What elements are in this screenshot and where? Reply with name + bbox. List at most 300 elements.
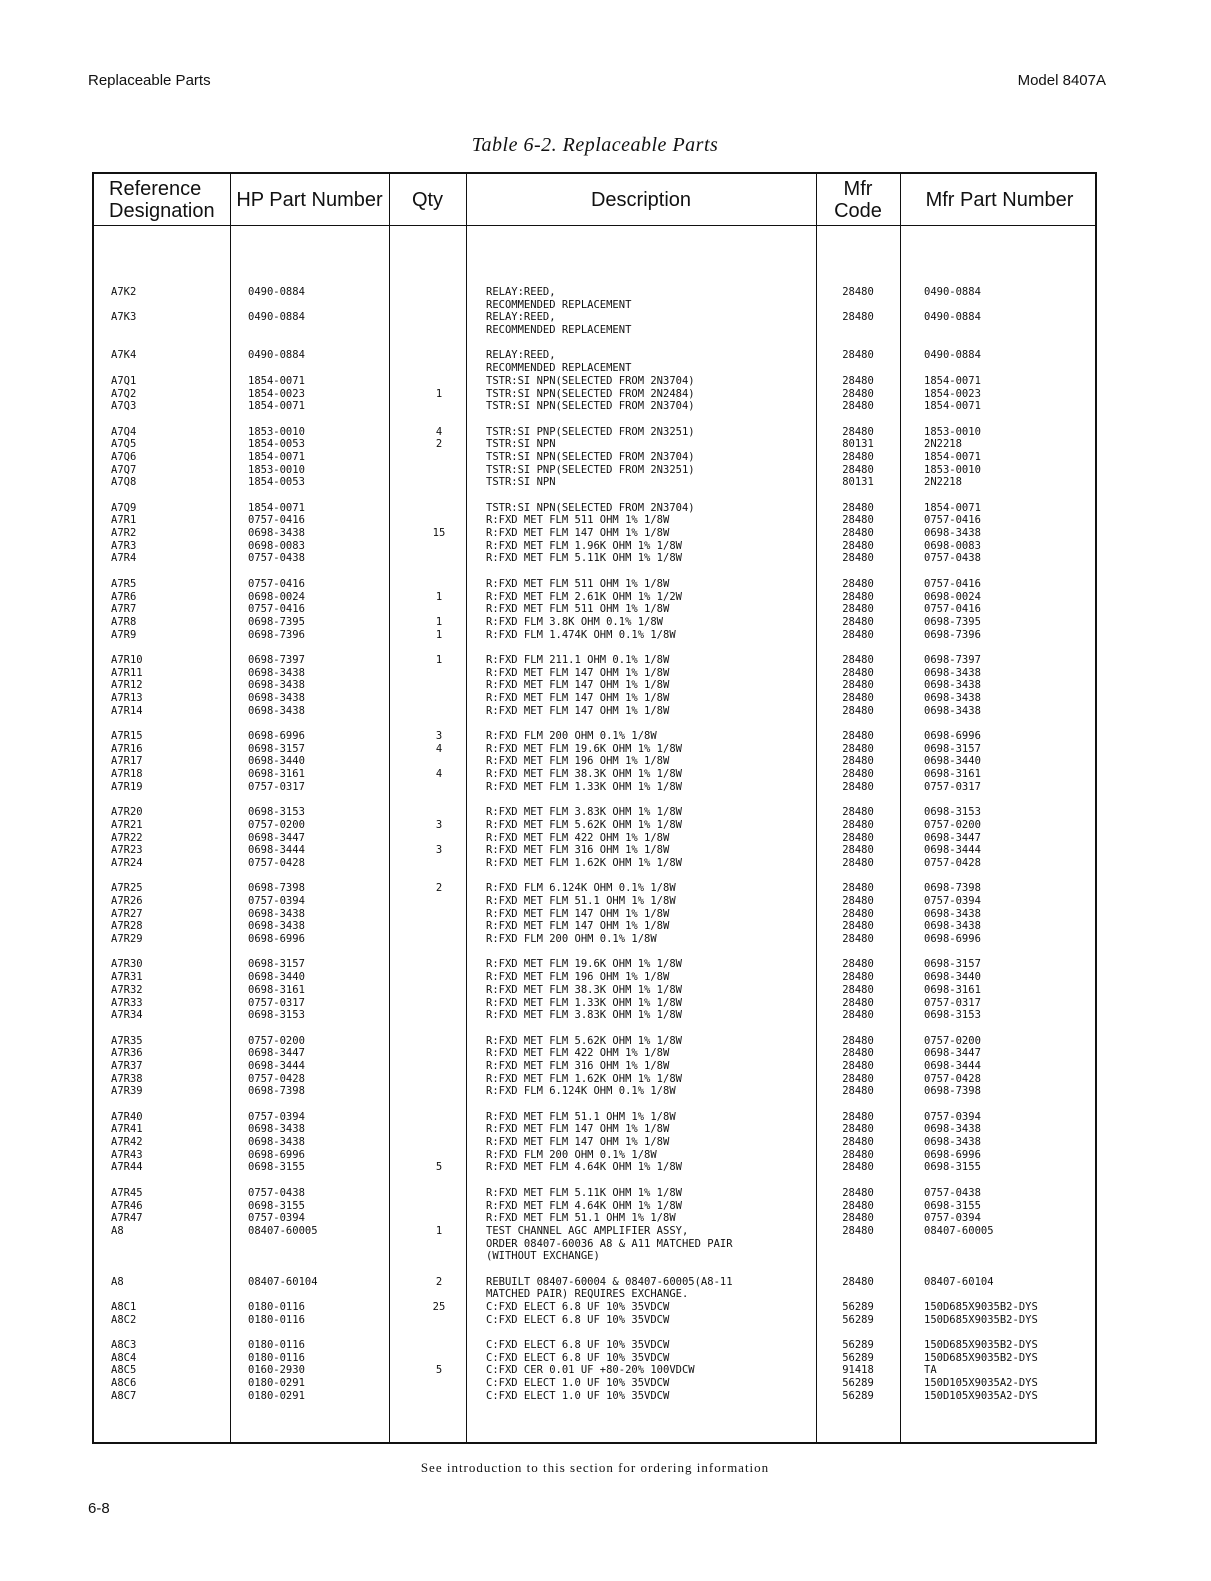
cell-mfr: 150D685X9035B2-DYS [924, 1339, 1038, 1352]
cell-ref: A7Q8 [111, 476, 137, 489]
table-row [94, 1085, 1099, 1098]
table-row [94, 1339, 1099, 1352]
cell-ref: A7R42 [111, 1136, 143, 1149]
cell-code: 28480 [842, 1034, 874, 1047]
cell-desc: R:FXD MET FLM 51.1 OHM 1% 1/8W [486, 895, 676, 907]
cell-code: 28480 [842, 450, 874, 463]
cell-mfr: 0757-0394 [924, 895, 981, 907]
cell-qty: 3 [435, 818, 443, 831]
header-qty: Qty [411, 188, 444, 211]
cell-hp: 0757-0438 [248, 552, 305, 565]
cell-ref: A7R28 [111, 920, 143, 933]
table-row [94, 1225, 1099, 1238]
cell-desc: R:FXD MET FLM 1.33K OHM 1% 1/8W [486, 996, 682, 1009]
row-gap [94, 641, 1099, 654]
cell-mfr: 0698-3161 [924, 768, 981, 781]
cell-code: 28480 [842, 1085, 874, 1098]
table-row [94, 679, 1099, 692]
cell-code: 28480 [842, 882, 874, 895]
cell-ref: A7R37 [111, 1059, 143, 1072]
cell-desc: TSTR:SI PNP(SELECTED FROM 2N3251) [486, 425, 695, 438]
cell-code: 28480 [842, 1275, 874, 1288]
cell-desc: RECOMMENDED REPLACEMENT [486, 298, 632, 311]
cell-mfr: 0698-3438 [924, 692, 981, 704]
cell-hp: 0757-0416 [248, 514, 305, 527]
cell-hp: 1853-0010 [248, 463, 305, 476]
cell-ref: A8C2 [111, 1313, 137, 1326]
cell-qty: 2 [435, 438, 443, 451]
cell-desc: R:FXD FLM 200 OHM 0.1% 1/8W [486, 933, 657, 946]
cell-hp: 0698-3161 [248, 768, 305, 781]
cell-hp: 1854-0071 [248, 450, 305, 463]
cell-ref: A8C6 [111, 1377, 137, 1390]
cell-ref: A7R25 [111, 882, 143, 895]
cell-mfr: 0757-0317 [924, 996, 981, 1009]
cell-desc: R:FXD MET FLM 4.64K OHM 1% 1/8W [486, 1161, 682, 1174]
cell-desc: TSTR:SI NPN [486, 476, 556, 489]
cell-mfr: 0698-6996 [924, 730, 981, 743]
cell-desc: R:FXD FLM 200 OHM 0.1% 1/8W [486, 730, 657, 743]
cell-hp: 0698-0083 [248, 539, 305, 552]
cell-mfr: 0698-7396 [924, 628, 981, 641]
table-row [94, 958, 1099, 971]
cell-hp: 0698-3438 [248, 666, 305, 679]
cell-mfr: 150D105X9035A2-DYS [924, 1377, 1038, 1390]
table-row [94, 1250, 1099, 1263]
table-row [94, 616, 1099, 629]
table-row [94, 857, 1099, 870]
cell-mfr: 0757-0200 [924, 1034, 981, 1047]
cell-code: 28480 [842, 603, 874, 616]
cell-mfr: 0757-0428 [924, 1072, 981, 1085]
table-row [94, 1200, 1099, 1213]
cell-code: 28480 [842, 1224, 874, 1237]
cell-code: 28480 [842, 1009, 874, 1022]
cell-ref: A7R1 [111, 514, 137, 527]
cell-desc: TSTR:SI NPN(SELECTED FROM 2N3704) [486, 501, 695, 514]
cell-ref: A7Q2 [111, 387, 137, 400]
table-row [94, 502, 1099, 515]
cell-desc: R:FXD MET FLM 422 OHM 1% 1/8W [486, 1047, 670, 1060]
cell-hp: 08407-60104 [248, 1275, 318, 1288]
cell-hp: 0698-7395 [248, 615, 305, 628]
cell-desc: TSTR:SI PNP(SELECTED FROM 2N3251) [486, 463, 695, 476]
cell-ref: A7R40 [111, 1110, 143, 1123]
cell-mfr: 0698-3438 [924, 1123, 981, 1136]
table-row [94, 1047, 1099, 1060]
cell-ref: A7R45 [111, 1186, 143, 1199]
cell-mfr: 150D685X9035B2-DYS [924, 1301, 1038, 1313]
cell-code: 28480 [842, 374, 874, 387]
cell-ref: A7R44 [111, 1161, 143, 1174]
cell-mfr: 0698-3157 [924, 742, 981, 755]
table-row [94, 1390, 1099, 1403]
cell-mfr: 150D105X9035A2-DYS [924, 1389, 1038, 1402]
cell-code: 28480 [842, 628, 874, 641]
table-row [94, 400, 1099, 413]
cell-mfr: 1854-0071 [924, 400, 981, 413]
cell-code: 80131 [842, 476, 874, 489]
table-row [94, 1364, 1099, 1377]
table-row [94, 844, 1099, 857]
cell-code: 28480 [842, 1059, 874, 1072]
row-gap [94, 337, 1099, 350]
cell-desc: R:FXD MET FLM 147 OHM 1% 1/8W [486, 907, 670, 920]
cell-ref: A7R41 [111, 1123, 143, 1136]
cell-code: 28480 [842, 730, 874, 743]
cell-hp: 0698-7398 [248, 1085, 305, 1098]
cell-ref: A7R46 [111, 1199, 143, 1212]
cell-ref: A7R38 [111, 1072, 143, 1085]
cell-hp: 0698-3444 [248, 844, 305, 857]
cell-desc: R:FXD MET FLM 147 OHM 1% 1/8W [486, 527, 670, 540]
cell-mfr: 0757-0438 [924, 552, 981, 565]
cell-hp: 0698-3438 [248, 920, 305, 933]
cell-desc: R:FXD MET FLM 422 OHM 1% 1/8W [486, 831, 670, 844]
cell-desc: REBUILT 08407-60004 & 08407-60005(A8-11 [486, 1275, 733, 1288]
cell-ref: A7R8 [111, 615, 137, 628]
cell-ref: A7R29 [111, 933, 143, 946]
cell-desc: TSTR:SI NPN(SELECTED FROM 2N3704) [486, 450, 695, 463]
cell-desc: R:FXD MET FLM 38.3K OHM 1% 1/8W [486, 983, 682, 996]
cell-code: 28480 [842, 1212, 874, 1225]
cell-hp: 0698-7398 [248, 882, 305, 895]
table-row [94, 730, 1099, 743]
cell-mfr: 0490-0884 [924, 311, 981, 324]
table-row [94, 1149, 1099, 1162]
cell-desc: R:FXD MET FLM 5.62K OHM 1% 1/8W [486, 818, 682, 831]
cell-ref: A7R16 [111, 742, 143, 755]
cell-ref: A8C3 [111, 1339, 137, 1352]
cell-desc: R:FXD FLM 211.1 OHM 0.1% 1/8W [486, 653, 670, 666]
cell-code: 28480 [842, 1047, 874, 1060]
cell-desc: C:FXD ELECT 1.0 UF 10% 35VDCW [486, 1389, 670, 1402]
header-ref-line1: Reference [109, 177, 202, 200]
cell-ref: A7R18 [111, 768, 143, 781]
cell-desc: R:FXD MET FLM 147 OHM 1% 1/8W [486, 1123, 670, 1136]
cell-hp: 0180-0116 [248, 1339, 305, 1352]
cell-code: 28480 [842, 755, 874, 768]
cell-code: 28480 [842, 692, 874, 704]
cell-hp: 0698-7396 [248, 628, 305, 641]
cell-code: 28480 [842, 704, 874, 717]
table-row [94, 1212, 1099, 1225]
cell-code: 56289 [842, 1351, 874, 1364]
header-code-line1: Mfr [843, 177, 873, 200]
cell-ref: A7R17 [111, 755, 143, 768]
cell-desc: (WITHOUT EXCHANGE) [486, 1250, 600, 1263]
cell-hp: 0698-6996 [248, 933, 305, 946]
cell-qty: 1 [435, 590, 443, 603]
cell-code: 28480 [842, 539, 874, 552]
header-code-line2: Code [834, 199, 882, 222]
table-row [94, 1288, 1099, 1301]
cell-qty: 3 [435, 730, 443, 743]
cell-ref: A7R34 [111, 1009, 143, 1022]
table-row [94, 933, 1099, 946]
cell-ref: A7R11 [111, 666, 143, 679]
cell-code: 28480 [842, 679, 874, 692]
cell-ref: A7R27 [111, 907, 143, 920]
cell-desc: R:FXD MET FLM 147 OHM 1% 1/8W [486, 704, 670, 717]
cell-mfr: 1853-0010 [924, 463, 981, 476]
table-row [94, 692, 1099, 705]
cell-code: 28480 [842, 831, 874, 844]
cell-qty: 25 [432, 1301, 446, 1313]
parts-rows [94, 286, 1099, 1403]
table-row [94, 882, 1099, 895]
cell-desc: C:FXD ELECT 6.8 UF 10% 35VDCW [486, 1339, 670, 1352]
cell-desc: C:FXD CER 0.01 UF +80-20% 100VDCW [486, 1364, 695, 1377]
row-gap [94, 413, 1099, 426]
cell-code: 28480 [842, 1123, 874, 1136]
cell-hp: 0698-3155 [248, 1199, 305, 1212]
cell-ref: A8 [111, 1224, 124, 1237]
table-row [94, 832, 1099, 845]
table-row [94, 667, 1099, 680]
table-row [94, 920, 1099, 933]
table-row [94, 1352, 1099, 1365]
cell-code: 28480 [842, 1161, 874, 1174]
cell-mfr: 0757-0394 [924, 1110, 981, 1123]
cell-mfr: 0698-7395 [924, 615, 981, 628]
cell-desc: C:FXD ELECT 6.8 UF 10% 35VDCW [486, 1301, 670, 1313]
cell-mfr: 0698-3438 [924, 527, 981, 540]
table-row [94, 375, 1099, 388]
cell-hp: 0698-3438 [248, 704, 305, 717]
cell-desc: R:FXD MET FLM 511 OHM 1% 1/8W [486, 514, 670, 527]
cell-ref: A7R26 [111, 895, 143, 907]
cell-ref: A8C5 [111, 1364, 137, 1377]
cell-ref: A7R3 [111, 539, 137, 552]
cell-mfr: 0698-3440 [924, 971, 981, 984]
cell-hp: 0160-2930 [248, 1364, 305, 1377]
cell-mfr: 0698-3155 [924, 1161, 981, 1174]
cell-mfr: 150D685X9035B2-DYS [924, 1313, 1038, 1326]
cell-code: 28480 [842, 514, 874, 527]
cell-code: 28480 [842, 577, 874, 590]
cell-hp: 1854-0071 [248, 501, 305, 514]
cell-hp: 1854-0023 [248, 387, 305, 400]
cell-mfr: 0698-7398 [924, 1085, 981, 1098]
cell-code: 28480 [842, 425, 874, 438]
cell-desc: R:FXD MET FLM 2.61K OHM 1% 1/2W [486, 590, 682, 603]
cell-ref: A7Q3 [111, 400, 137, 413]
cell-desc: R:FXD MET FLM 3.83K OHM 1% 1/8W [486, 806, 682, 819]
cell-ref: A7R15 [111, 730, 143, 743]
cell-mfr: 0698-6996 [924, 1148, 981, 1161]
cell-qty: 1 [435, 615, 443, 628]
table-row [94, 578, 1099, 591]
cell-ref: A7R2 [111, 527, 137, 540]
cell-hp: 0180-0116 [248, 1351, 305, 1364]
cell-desc: R:FXD MET FLM 147 OHM 1% 1/8W [486, 920, 670, 933]
cell-mfr: 0698-3438 [924, 1136, 981, 1149]
cell-hp: 0757-0428 [248, 856, 305, 869]
cell-ref: A7R14 [111, 704, 143, 717]
row-gap [94, 946, 1099, 959]
cell-code: 28480 [842, 844, 874, 857]
cell-ref: A7R31 [111, 971, 143, 984]
table-row [94, 324, 1099, 337]
cell-ref: A7R32 [111, 983, 143, 996]
cell-desc: R:FXD MET FLM 316 OHM 1% 1/8W [486, 844, 670, 857]
cell-code: 28480 [842, 387, 874, 400]
cell-mfr: 08407-60005 [924, 1224, 994, 1237]
cell-qty: 5 [435, 1161, 443, 1174]
cell-ref: A7K4 [111, 349, 137, 362]
cell-code: 28480 [842, 1110, 874, 1123]
cell-ref: A7Q1 [111, 374, 137, 387]
cell-desc: C:FXD ELECT 6.8 UF 10% 35VDCW [486, 1351, 670, 1364]
cell-hp: 0698-7397 [248, 653, 305, 666]
cell-code: 28480 [842, 920, 874, 933]
cell-code: 28480 [842, 895, 874, 907]
page-number: 6-8 [88, 1500, 110, 1517]
table-row [94, 895, 1099, 908]
cell-desc: R:FXD MET FLM 196 OHM 1% 1/8W [486, 755, 670, 768]
cell-code: 28480 [842, 958, 874, 971]
cell-hp: 0698-3153 [248, 1009, 305, 1022]
cell-code: 28480 [842, 996, 874, 1009]
cell-ref: A7Q9 [111, 501, 137, 514]
cell-code: 56289 [842, 1377, 874, 1390]
table-row [94, 1314, 1099, 1327]
cell-hp: 0757-0394 [248, 1110, 305, 1123]
cell-desc: R:FXD MET FLM 3.83K OHM 1% 1/8W [486, 1009, 682, 1022]
cell-desc: RECOMMENDED REPLACEMENT [486, 324, 632, 337]
cell-mfr: 1854-0071 [924, 374, 981, 387]
cell-ref: A7R13 [111, 692, 143, 704]
cell-hp: 0698-3438 [248, 907, 305, 920]
cell-hp: 0698-3440 [248, 755, 305, 768]
cell-desc: C:FXD ELECT 1.0 UF 10% 35VDCW [486, 1377, 670, 1390]
cell-desc: TSTR:SI NPN(SELECTED FROM 2N3704) [486, 374, 695, 387]
table-row [94, 1009, 1099, 1022]
cell-hp: 0698-3444 [248, 1059, 305, 1072]
table-row [94, 527, 1099, 540]
cell-hp: 0757-0416 [248, 603, 305, 616]
cell-code: 28480 [842, 400, 874, 413]
cell-mfr: 1854-0023 [924, 387, 981, 400]
cell-qty: 1 [435, 1224, 443, 1237]
cell-desc: R:FXD MET FLM 511 OHM 1% 1/8W [486, 603, 670, 616]
cell-desc: R:FXD FLM 3.8K OHM 0.1% 1/8W [486, 615, 664, 628]
cell-ref: A7R5 [111, 577, 137, 590]
row-gap [94, 1326, 1099, 1339]
cell-hp: 0698-3438 [248, 692, 305, 704]
row-gap [94, 794, 1099, 807]
cell-code: 28480 [842, 742, 874, 755]
cell-mfr: 0698-3438 [924, 907, 981, 920]
cell-code: 28480 [842, 527, 874, 540]
cell-hp: 0180-0291 [248, 1389, 305, 1402]
cell-desc: ORDER 08407-60036 A8 & A11 MATCHED PAIR [486, 1237, 733, 1250]
cell-hp: 0698-3153 [248, 806, 305, 819]
cell-ref: A8C4 [111, 1351, 137, 1364]
cell-hp: 0757-0438 [248, 1186, 305, 1199]
cell-qty: 4 [435, 768, 443, 781]
cell-ref: A7R12 [111, 679, 143, 692]
cell-desc: R:FXD MET FLM 51.1 OHM 1% 1/8W [486, 1212, 676, 1225]
table-row [94, 997, 1099, 1010]
table-row [94, 514, 1099, 527]
cell-code: 28480 [842, 1199, 874, 1212]
cell-ref: A7R30 [111, 958, 143, 971]
cell-desc: MATCHED PAIR) REQUIRES EXCHANGE. [486, 1288, 689, 1301]
cell-ref: A7R43 [111, 1148, 143, 1161]
cell-ref: A7R36 [111, 1047, 143, 1060]
cell-ref: A7R20 [111, 806, 143, 819]
cell-hp: 1854-0071 [248, 374, 305, 387]
cell-mfr: 0698-3153 [924, 1009, 981, 1022]
cell-code: 28480 [842, 818, 874, 831]
table-row [94, 1238, 1099, 1251]
cell-desc: TSTR:SI NPN(SELECTED FROM 2N3704) [486, 400, 695, 413]
cell-mfr: 0698-3438 [924, 666, 981, 679]
cell-ref: A7R6 [111, 590, 137, 603]
cell-desc: R:FXD MET FLM 38.3K OHM 1% 1/8W [486, 768, 682, 781]
cell-desc: R:FXD MET FLM 1.62K OHM 1% 1/8W [486, 1072, 682, 1085]
cell-desc: R:FXD MET FLM 196 OHM 1% 1/8W [486, 971, 670, 984]
cell-desc: R:FXD MET FLM 147 OHM 1% 1/8W [486, 679, 670, 692]
cell-desc: R:FXD MET FLM 147 OHM 1% 1/8W [486, 1136, 670, 1149]
cell-code: 56289 [842, 1301, 874, 1313]
cell-ref: A7K3 [111, 311, 137, 324]
cell-hp: 0698-3447 [248, 831, 305, 844]
cell-ref: A7R21 [111, 818, 143, 831]
row-gap [94, 1022, 1099, 1035]
cell-qty: 4 [435, 742, 443, 755]
cell-hp: 0698-3438 [248, 679, 305, 692]
table-row [94, 1377, 1099, 1390]
cell-code: 28480 [842, 1148, 874, 1161]
cell-code: 56289 [842, 1313, 874, 1326]
cell-code: 80131 [842, 438, 874, 451]
cell-hp: 0490-0884 [248, 311, 305, 324]
cell-mfr: 0757-0416 [924, 603, 981, 616]
table-row [94, 451, 1099, 464]
table-row [94, 426, 1099, 439]
cell-hp: 0757-0394 [248, 895, 305, 907]
cell-desc: R:FXD MET FLM 51.1 OHM 1% 1/8W [486, 1110, 676, 1123]
table-row [94, 388, 1099, 401]
header-mfr-code [816, 174, 900, 225]
cell-mfr: 0698-3157 [924, 958, 981, 971]
table-row [94, 1276, 1099, 1289]
cell-mfr: 0757-0428 [924, 856, 981, 869]
cell-desc: R:FXD MET FLM 147 OHM 1% 1/8W [486, 692, 670, 704]
table-row [94, 299, 1099, 312]
cell-ref: A7R4 [111, 552, 137, 565]
cell-hp: 0698-3155 [248, 1161, 305, 1174]
cell-code: 56289 [842, 1389, 874, 1402]
cell-ref: A7Q6 [111, 450, 137, 463]
cell-desc: RELAY:REED, [486, 311, 556, 324]
cell-ref: A7K2 [111, 286, 137, 298]
cell-code: 28480 [842, 780, 874, 793]
cell-desc: R:FXD FLM 1.474K OHM 0.1% 1/8W [486, 628, 676, 641]
cell-mfr: 0698-7398 [924, 882, 981, 895]
cell-ref: A7R23 [111, 844, 143, 857]
cell-desc: R:FXD MET FLM 1.62K OHM 1% 1/8W [486, 856, 682, 869]
row-gap [94, 1098, 1099, 1111]
table-row [94, 705, 1099, 718]
cell-code: 28480 [842, 971, 874, 984]
cell-desc: R:FXD MET FLM 4.64K OHM 1% 1/8W [486, 1199, 682, 1212]
cell-qty: 2 [435, 1275, 443, 1288]
table-row [94, 349, 1099, 362]
